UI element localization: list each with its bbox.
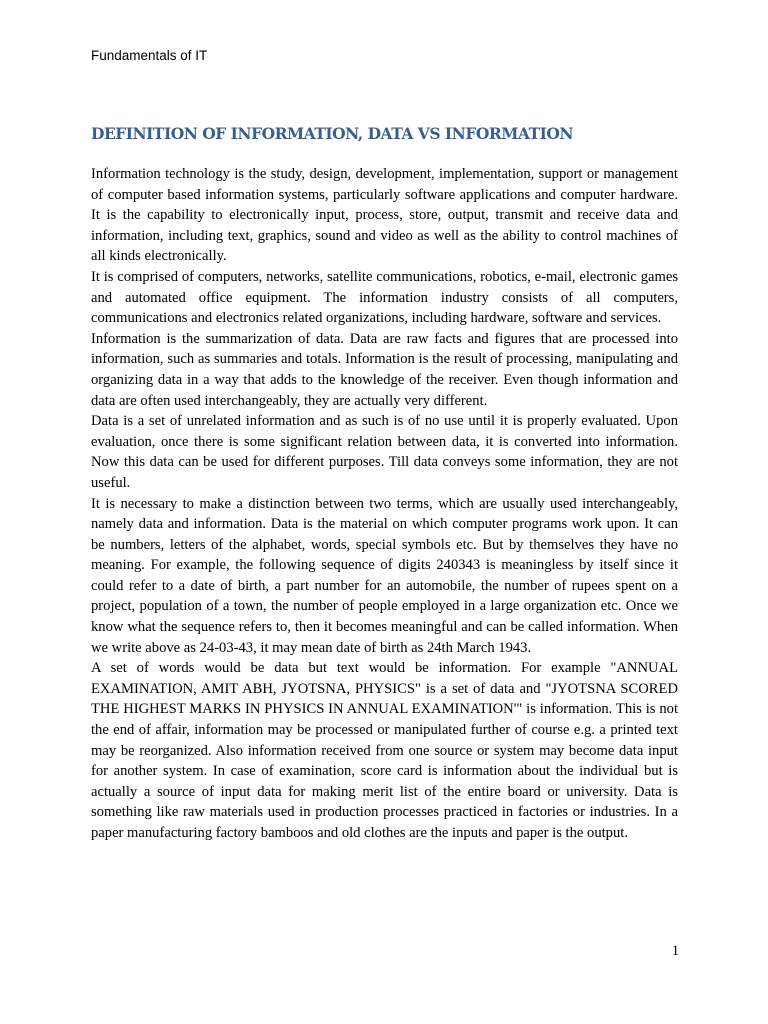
paragraph-it-definition: Information technology is the study, design, development, implementation, support or management of computer based information systems, particularly software applications and computer hardware. It is the capability to electronically input, process, store, output, transmit and receive data and information, including text, graphics, sound and video as well as the ability to control machines of all kinds electronically. xyxy=(91,166,678,265)
running-header: Fundamentals of IT xyxy=(91,48,208,63)
paragraph-information-summarization: Information is the summarization of data. Data are raw facts and figures that are processed into information, such as summaries and totals. Information is the result of processing, manipulating and organizing data in a way that adds to the knowledge of the receiver. Even though information and data are often used interchangeably, they are actually very different. xyxy=(91,330,678,409)
section-heading: DEFINITION OF INFORMATION, DATA VS INFORMATION xyxy=(91,124,574,143)
paragraph-words-example: A set of words would be data but text would be information. For example "ANNUAL EXAMINATION, AMIT ABH, JYOTSNA, PHYSICS" is a set of data and "JYOTSNA SCORED THE HIGHEST MARKS IN PHYSICS IN ANNUAL EXAMINATION'" is information. This is not the end of affair, information may be processed or manipulated further of course e.g. a printed text may be reorganized. Also information received from one source or system may become data input for another system. In case of examination, score card is information about the individual but is actually a source of input data for making merit list of the entire board or university. Data is something like raw materials used in production processes practiced in factories or industries. In a paper manufacturing factory bamboos and old clothes are the inputs and paper is the output. xyxy=(91,660,678,841)
body-text xyxy=(91,164,678,844)
paragraph-data-vs-information: It is necessary to make a distinction between two terms, which are usually used interchangeably, namely data and information. Data is the material on which computer programs work upon. It can be numbers, letters of the alphabet, words, special symbols etc. But by themselves they have no meaning. For example, the following sequence of digits 240343 is meaningless by itself since it could refer to a date of birth, a part number for an automobile, the number of rupees spent on a project, population of a town, the number of people employed in a large organization etc. Once we know what the sequence refers to, then it becomes meaningful and can be called information. When we write above as 24-03-43, it may mean date of birth as 24th March 1943. xyxy=(91,495,678,656)
page-number: 1 xyxy=(671,943,679,959)
paragraph-data-unrelated: Data is a set of unrelated information and as such is of no use until it is properly evaluated. Upon evaluation, once there is some significant relation between data, it is converted into information. Now this data can be used for different purposes. Till data conveys some information, they are not useful. xyxy=(91,413,678,491)
paragraph-it-composition: It is comprised of computers, networks, satellite communications, robotics, e-mail, electronic games and automated office equipment. The information industry consists of all computers, communications and electronics related organizations, including hardware, software and services. xyxy=(91,268,678,327)
